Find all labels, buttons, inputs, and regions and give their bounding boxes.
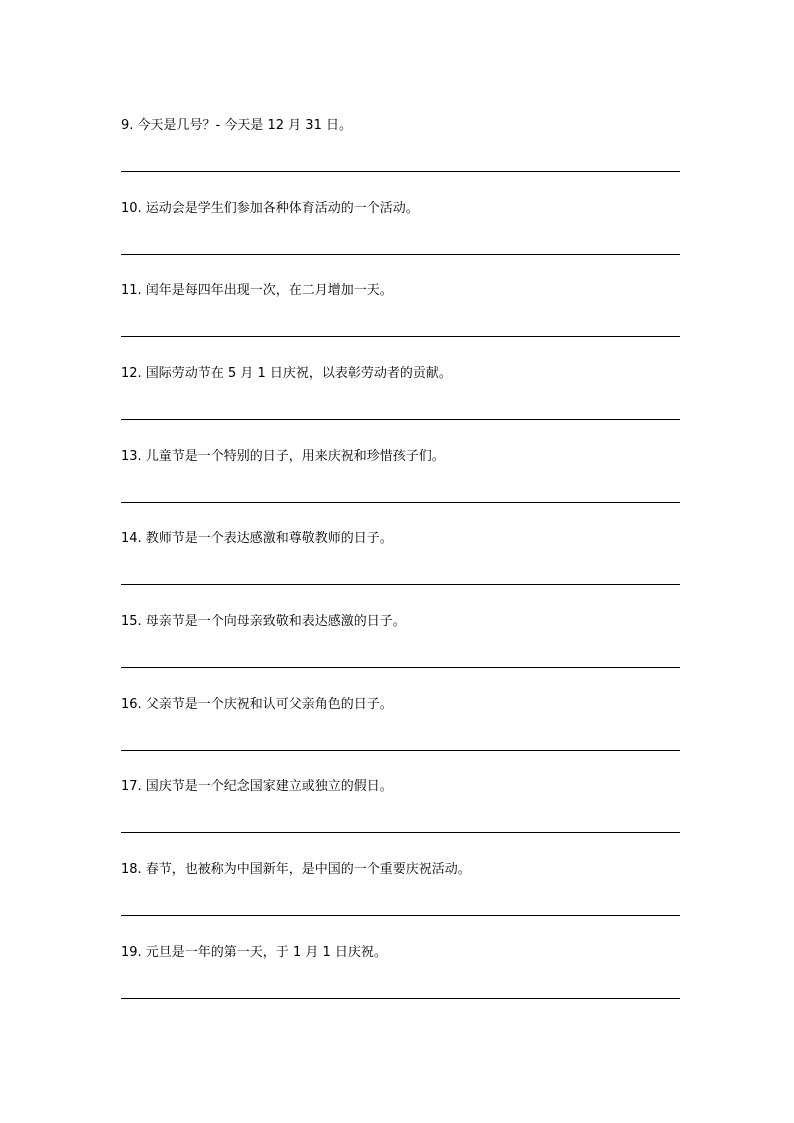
list-item [121,696,681,779]
sentence-text: 17. 国庆节是一个纪念国家建立或独立的假日。 [121,779,393,794]
answer-line [121,502,680,503]
answer-line [121,419,680,420]
answer-line [121,998,680,999]
sentence-text: 13. 儿童节是一个特别的日子，用来庆祝和珍惜孩子们。 [121,449,445,464]
sentence-text: 16. 父亲节是一个庆祝和认可父亲角色的日子。 [121,697,393,712]
answer-line [121,750,680,751]
sentence-text: 12. 国际劳动节在 5 月 1 日庆祝，以表彰劳动者的贡献。 [121,366,452,381]
list-item [121,530,681,613]
list-item [121,613,681,696]
list-item [121,282,681,365]
answer-line [121,171,680,172]
sentence-text: 15. 母亲节是一个向母亲致敬和表达感激的日子。 [121,614,406,629]
list-item [121,117,681,200]
sentence-text: 10. 运动会是学生们参加各种体育活动的一个活动。 [121,201,419,216]
list-item [121,944,681,1027]
answer-line [121,667,680,668]
answer-line [121,584,680,585]
sentence-text: 14. 教师节是一个表达感激和尊敬教师的日子。 [121,531,393,546]
answer-line [121,254,680,255]
answer-line [121,832,680,833]
list-item [121,448,681,531]
list-item [121,861,681,944]
list-item [121,200,681,283]
sentence-text: 18. 春节，也被称为中国新年，是中国的一个重要庆祝活动。 [121,862,471,877]
sentence-text: 19. 元旦是一年的第一天，于 1 月 1 日庆祝。 [121,945,387,960]
sentence-text: 11. 闰年是每四年出现一次，在二月增加一天。 [121,283,393,298]
list-item [121,365,681,448]
list-item [121,778,681,861]
answer-line [121,336,680,337]
answer-line [121,915,680,916]
sentence-text: 9. 今天是几号？- 今天是 12 月 31 日。 [121,118,352,133]
